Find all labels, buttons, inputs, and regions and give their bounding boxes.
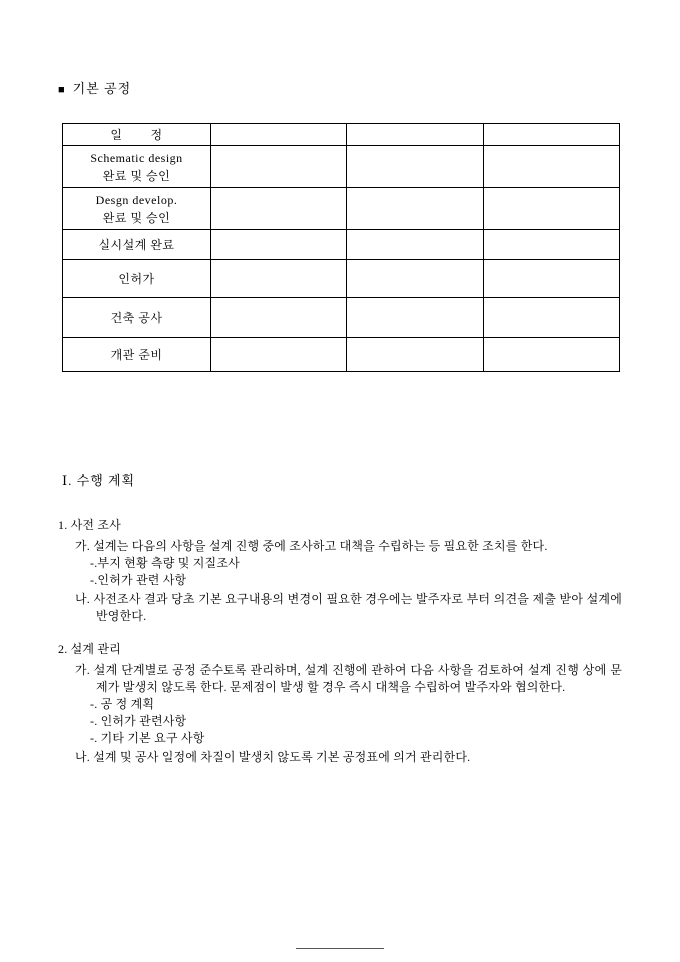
section1-item-ga: 가. 설계는 다음의 사항을 설계 진행 중에 조사하고 대책을 수립하는 등 필요한 조치를 한다. [75, 539, 548, 553]
table-row-label [63, 298, 211, 338]
row-label-line2: 완료 및 승인 [102, 210, 171, 225]
section2-title: 2. 설계 관리 [58, 642, 121, 656]
footer-rule [296, 948, 384, 949]
table-cell-empty [211, 230, 347, 260]
table-row [63, 124, 620, 146]
table-cell-empty [211, 338, 347, 372]
section2-subitem-permit-matters: -. 인허가 관련사항 [90, 714, 187, 728]
section1-title: 1. 사전 조사 [58, 518, 121, 532]
row-label-line1: 인허가 [118, 271, 155, 286]
table-cell-empty [484, 124, 620, 146]
table-cell-empty [484, 230, 620, 260]
table-row [63, 188, 620, 230]
table-row [63, 230, 620, 260]
table-header-schedule: 일 정 [63, 124, 211, 146]
table-cell-empty [347, 230, 484, 260]
schedule-table [62, 123, 620, 372]
table-cell-empty [347, 298, 484, 338]
section-preliminary-survey [58, 517, 622, 625]
section-heading [58, 78, 622, 97]
section2-item-na: 나. 설계 및 공사 일정에 차질이 발생치 않도록 기본 공정표에 의거 관리한다. [75, 750, 471, 764]
row-label-line1: Desgn develop. [95, 192, 178, 207]
row-label-line1: Schematic design [90, 150, 183, 165]
table-row [63, 338, 620, 372]
table-cell-empty [211, 298, 347, 338]
table-row [63, 146, 620, 188]
table-cell-empty [211, 260, 347, 298]
section-heading-text: 기본 공정 [72, 81, 132, 96]
section1-subitem-permits: -.인허가 관련 사항 [90, 573, 187, 587]
table-cell-empty [347, 124, 484, 146]
table-cell-empty [484, 298, 620, 338]
table-row-label [63, 188, 211, 230]
table-cell-empty [347, 146, 484, 188]
row-label-line1: 개관 준비 [110, 347, 163, 362]
row-label-line1: 건축 공사 [110, 310, 163, 325]
table-cell-empty [347, 338, 484, 372]
plan-title: Ⅰ. 수행 계획 [62, 473, 136, 488]
section1-item-na: 나. 사전조사 결과 당초 기본 요구내용의 변경이 필요한 경우에는 발주자로 부터 의견을 제출 받아 설계에 반영한다. [75, 592, 622, 623]
table-cell-empty [211, 188, 347, 230]
row-label-line2: 완료 및 승인 [102, 168, 171, 183]
table-cell-empty [484, 188, 620, 230]
section2-subitem-other-requirements: -. 기타 기본 요구 사항 [90, 731, 205, 745]
table-cell-empty [211, 146, 347, 188]
table-cell-empty [347, 260, 484, 298]
table-row-label [63, 230, 211, 260]
table-row-label [63, 338, 211, 372]
table-row-label [63, 146, 211, 188]
table-cell-empty [484, 146, 620, 188]
table-cell-empty [347, 188, 484, 230]
section-design-management [58, 641, 622, 766]
section1-subitem-site-survey: -.부지 현황 측량 및 지질조사 [90, 556, 240, 570]
section2-item-ga: 가. 설계 단계별로 공정 준수토록 관리하며, 설계 진행에 관하여 다음 사항을 검토하여 설계 진행 상에 문제가 발생치 않도록 한다. 문제점이 발생 할 경우 즉시 대책을 수립하여 발주자와 협의한다. [75, 663, 622, 694]
table-row [63, 260, 620, 298]
row-label-line1: 실시설계 완료 [98, 237, 175, 252]
table-row-label [63, 260, 211, 298]
table-cell-empty [484, 338, 620, 372]
table-cell-empty [484, 260, 620, 298]
table-row [63, 298, 620, 338]
table-cell-empty [211, 124, 347, 146]
square-bullet-icon: ■ [58, 84, 66, 96]
section2-subitem-process-plan: -. 공 정 계획 [90, 697, 155, 711]
